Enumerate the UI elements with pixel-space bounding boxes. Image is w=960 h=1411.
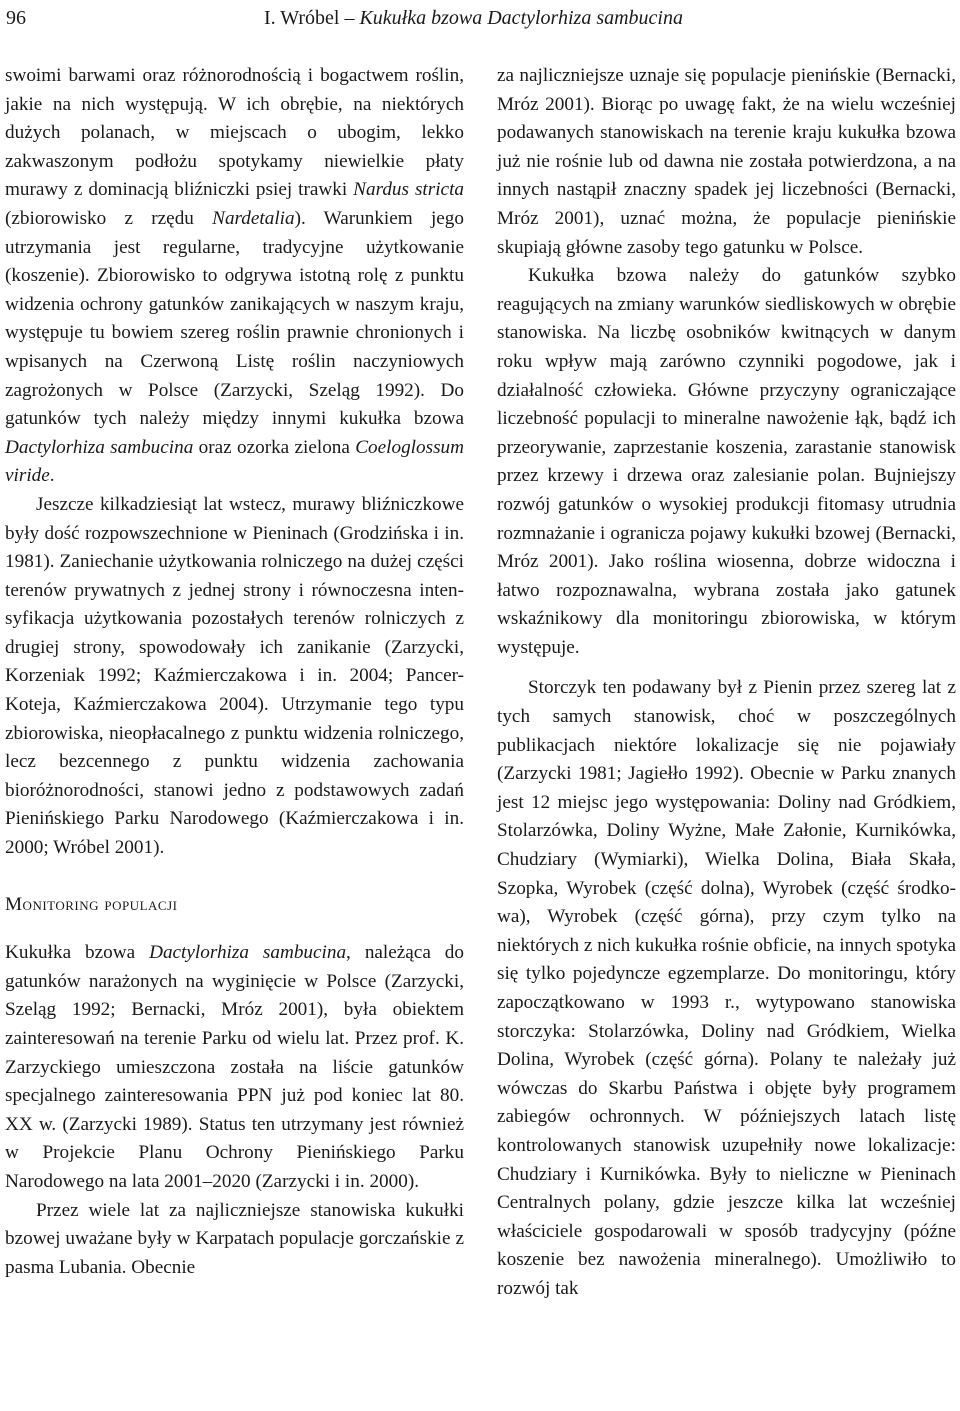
paragraph: za najliczniejsze uznaje się populacje pienińskie (Bernacki, Mróz 2001). Biorąc po uwagę fakt, że na wielu wcześniej podawanych stanowiskach na terenie kraju kukułka bzowa już nie rośnie lub od dawna nie została potwierdzona, a na innych nastąpił znaczny spadek jej liczebności (Bernacki, Mróz 2001), uznać można, że populacje pienińskie skupiają główne zasoby tego gatunku w Polsce. [497,65,956,258]
page-number: 96 [6,7,26,29]
paragraph: Kukułka bzowa należy do gatunków szybko reagujących na zmiany warunków siedliskowych w obrębie stanowiska. Na liczbę osobników kwitnących w danym roku wpływ mają zarówno czynniki pogodowe, jak i działalność człowieka. Główne przyczyny ograniczające liczebność populacji to mineralne nawożenie łąk, bądź ich przeorywanie, zaprzestanie koszenia, zarastanie stanowisk przez krzewy i drzewa oraz zalesianie polan. Bujniejszy rozwój gatunków o wysokiej produkcji fitomasy utrudnia rozmnażanie i ogranicza pojawy kukułki bzowej (Bernacki, Mróz 2001). Jako roślina wiosenna, dobrze widoczna i łatwo rozpoznawalna, wybrana została jako gatunek wskaźnikowy dla monitoringu zbiorowiska, w którym występuje. [497,265,956,658]
text-run: (zbiorowisko z rzędu [5,207,213,229]
paragraph-gap [497,662,956,674]
section-heading: Monitoring populacji [5,893,178,915]
running-header [6,4,954,32]
text-run: . [49,465,55,487]
text-run: Kukułka bzowa [5,942,150,964]
right-column [497,62,956,1304]
species-name: Dactylorhiza sambucina [5,436,194,458]
paragraph [5,939,464,1196]
paragraph: Przez wiele lat za najliczniejsze stanowiska kukułki bzowej uważane były w Karpatach populacje gorczańskie z pasma Lubania. Obecnie [5,1199,464,1278]
text-run: swoimi barwami oraz różnorodnością i bogactwem roślin, jakie na nich występują. W ich obrębie, na niektórych dużych polanach, w miejscach o ubogim, lekko zakwaszonym podłożu spotykamy niewielkie płaty murawy z dominacją bliźniczki psiej trawki [5,65,464,201]
species-name: Dactylorhiza sambucina [149,942,347,964]
running-title-italic: Kukułka bzowa Dactylorhiza sambucina [359,7,683,29]
paragraph: Storczyk ten podawany był z Pienin przez szereg lat z tych samych stanowisk, choć w poszczególnych publikacjach niektóre lokalizacje się nie pojawiały (Zarzycki 1981; Jagiełło 1992). Obecnie w Parku znanych jest 12 miejsc jego występowania: Doliny nad Gródkiem, Stolarzówka, Doliny Wyżne, Małe Załonie, Kurnikówka, Chudziary (Wymiarki), Wielka Dolina, Biała Skała, Szopka, Wyrobek (część dolna), Wyrobek (część środkowa), Wyrobek (część górna), przy czym tylko na niektórych z nich kukułka rośnie obficie, na innych spotyka się tylko pojedyncze egzemplarze. Do monitoringu, który zapoczątkowano w 1993 r., wytypowano stanowiska storczyka: Stolarzówka, Doliny nad Gródkiem, Wielka Dolina, Wyrobek (część górna). Polany te należały już wówczas do Skarbu Państwa i objęte były programem zabiegów ochronnych. W późniejszych latach listę kontrolowanych stanowisk uzupełniły nowe lokalizacje: Chudziary i Kurnikówka. Były to nieliczne w Pieninach Centralnych polany, gdzie jeszcze kilka lat wcześniej właściciele gospodarowali w sposób tradycyjny (późne koszenie bez nawożenia mineralnego). Umożliwiło to rozwój tak [497,677,956,1299]
paragraph [5,62,464,491]
paragraph: Jeszcze kilkadziesiąt lat wstecz, murawy bliźniczkowe były dość rozpowszechnione w Pieninach (Grodzińska i in. 1981). Zaniechanie użytkowania rolniczego na dużej części terenów prywatnych z jednej strony i równoczesna intensyfikacja użytkowania pozostałych terenów rolniczych z drugiej strony, spowodowały ich zanikanie (Zarzycki, Korzeniak 1992; Kaźmierczakowa i in. 2004; Pancer-Koteja, Kaźmierczakowa 2004). Utrzymanie tego typu zbiorowiska, nieopłacalnego z punktu widzenia rolniczego, lecz bezcennego z punktu widzenia zachowania bioróżnorodności, stanowi jedno z podstawowych zadań Pienińskiego Parku Narodowego (Kaźmierczakowa i in. 2000; Wróbel 2001). [5,493,464,859]
running-title [264,4,683,32]
running-author: I. Wróbel – [264,7,360,29]
taxon-name: Nardetalia [212,207,295,229]
left-column [5,62,464,1282]
species-name: Nardus stricta [353,179,465,201]
text-run: oraz ozorka zielona [193,436,356,458]
text-run: ). Warunkiem jego utrzymania jest regularne, tradycyjne użytkowanie (koszenie). Zbiorowisko to odgrywa istotną rolę z punktu widzenia ochrony gatunków zanikających w naszym kraju, występuje tu bowiem szereg roślin prawnie chronionych i wpisanych na Czerwoną Listę roślin naczyniowych zagrożonych w Polsce (Zarzycki, Szeląg 1992). Do gatunków tych należy między innymi kukułka bzowa [5,207,464,430]
species-name: Coeloglossum viride [5,436,464,487]
text-run: , należąca do gatunków narażonych na wyginięcie w Polsce (Zarzycki, Szeląg 1992; Bernacki, Mróz 2001), była obiektem zainteresowań na terenie Parku od wielu lat. Przez prof. K. Zarzyckiego umieszczona została na liście gatunków specjalnego zainteresowania PPN już pod koniec lat 80. XX w. (Zarzycki 1989). Status ten utrzymany jest również w Projekcie Planu Ochrony Pienińskiego Parku Narodowego na lata 2001–2020 (Zarzycki i in. 2000). [5,942,464,1192]
